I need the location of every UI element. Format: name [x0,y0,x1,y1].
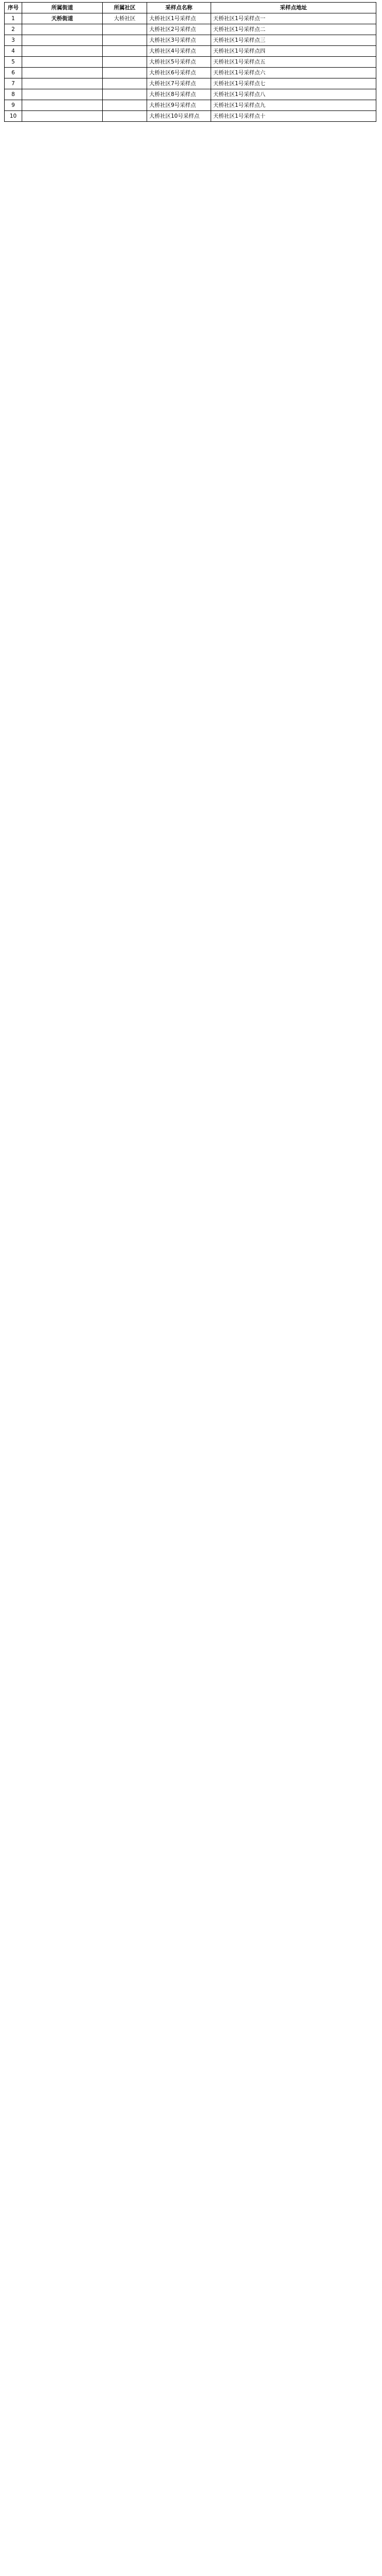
row-community [103,89,147,100]
row-subdistrict [22,57,103,68]
row-index: 3 [5,35,22,46]
header-subdistrict: 所属街道 [22,3,103,13]
row-site-address: 天桥社区1号采样点十 [211,111,376,122]
row-subdistrict [22,89,103,100]
table-row [5,89,376,100]
row-subdistrict [22,78,103,89]
row-site-name: 大桥社区6号采样点 [147,68,211,78]
table-row [5,78,376,89]
row-site-name: 大桥社区10号采样点 [147,111,211,122]
row-community [103,46,147,57]
row-community [103,78,147,89]
row-site-address: 天桥社区1号采样点六 [211,68,376,78]
table-body [5,13,376,122]
row-community [103,68,147,78]
row-site-address: 天桥社区1号采样点五 [211,57,376,68]
table-row [5,24,376,35]
row-index: 5 [5,57,22,68]
row-index: 4 [5,46,22,57]
row-site-name: 大桥社区7号采样点 [147,78,211,89]
header-community: 所属社区 [103,3,147,13]
row-community [103,111,147,122]
header-site-address: 采样点地址 [211,3,376,13]
row-site-name: 大桥社区5号采样点 [147,57,211,68]
row-subdistrict [22,111,103,122]
row-site-name: 大桥社区3号采样点 [147,35,211,46]
row-site-address: 天桥社区1号采样点九 [211,100,376,111]
row-index: 9 [5,100,22,111]
row-community: 大桥社区 [103,13,147,24]
row-community [103,57,147,68]
table-row [5,68,376,78]
header-site-name: 采样点名称 [147,3,211,13]
table-row [5,100,376,111]
row-index: 2 [5,24,22,35]
row-index: 8 [5,89,22,100]
table-row [5,13,376,24]
row-site-name: 大桥社区9号采样点 [147,100,211,111]
sampling-site-table [4,2,376,122]
row-site-address: 天桥社区1号采样点二 [211,24,376,35]
header-index: 序号 [5,3,22,13]
row-subdistrict [22,46,103,57]
table-header-row [5,3,376,13]
row-site-address: 天桥社区1号采样点三 [211,35,376,46]
row-community [103,35,147,46]
row-site-address: 天桥社区1号采样点一 [211,13,376,24]
table-row [5,46,376,57]
row-index: 7 [5,78,22,89]
row-community [103,100,147,111]
row-subdistrict: 天桥街道 [22,13,103,24]
row-site-address: 天桥社区1号采样点八 [211,89,376,100]
row-index: 1 [5,13,22,24]
row-site-name: 大桥社区1号采样点 [147,13,211,24]
row-community [103,24,147,35]
table-row [5,57,376,68]
row-site-address: 天桥社区1号采样点七 [211,78,376,89]
row-site-address: 天桥社区1号采样点四 [211,46,376,57]
row-index: 6 [5,68,22,78]
row-site-name: 大桥社区2号采样点 [147,24,211,35]
table-row [5,111,376,122]
row-site-name: 大桥社区8号采样点 [147,89,211,100]
table-row [5,35,376,46]
row-index: 10 [5,111,22,122]
row-site-name: 大桥社区4号采样点 [147,46,211,57]
row-subdistrict [22,100,103,111]
row-subdistrict [22,24,103,35]
row-subdistrict [22,68,103,78]
row-subdistrict [22,35,103,46]
